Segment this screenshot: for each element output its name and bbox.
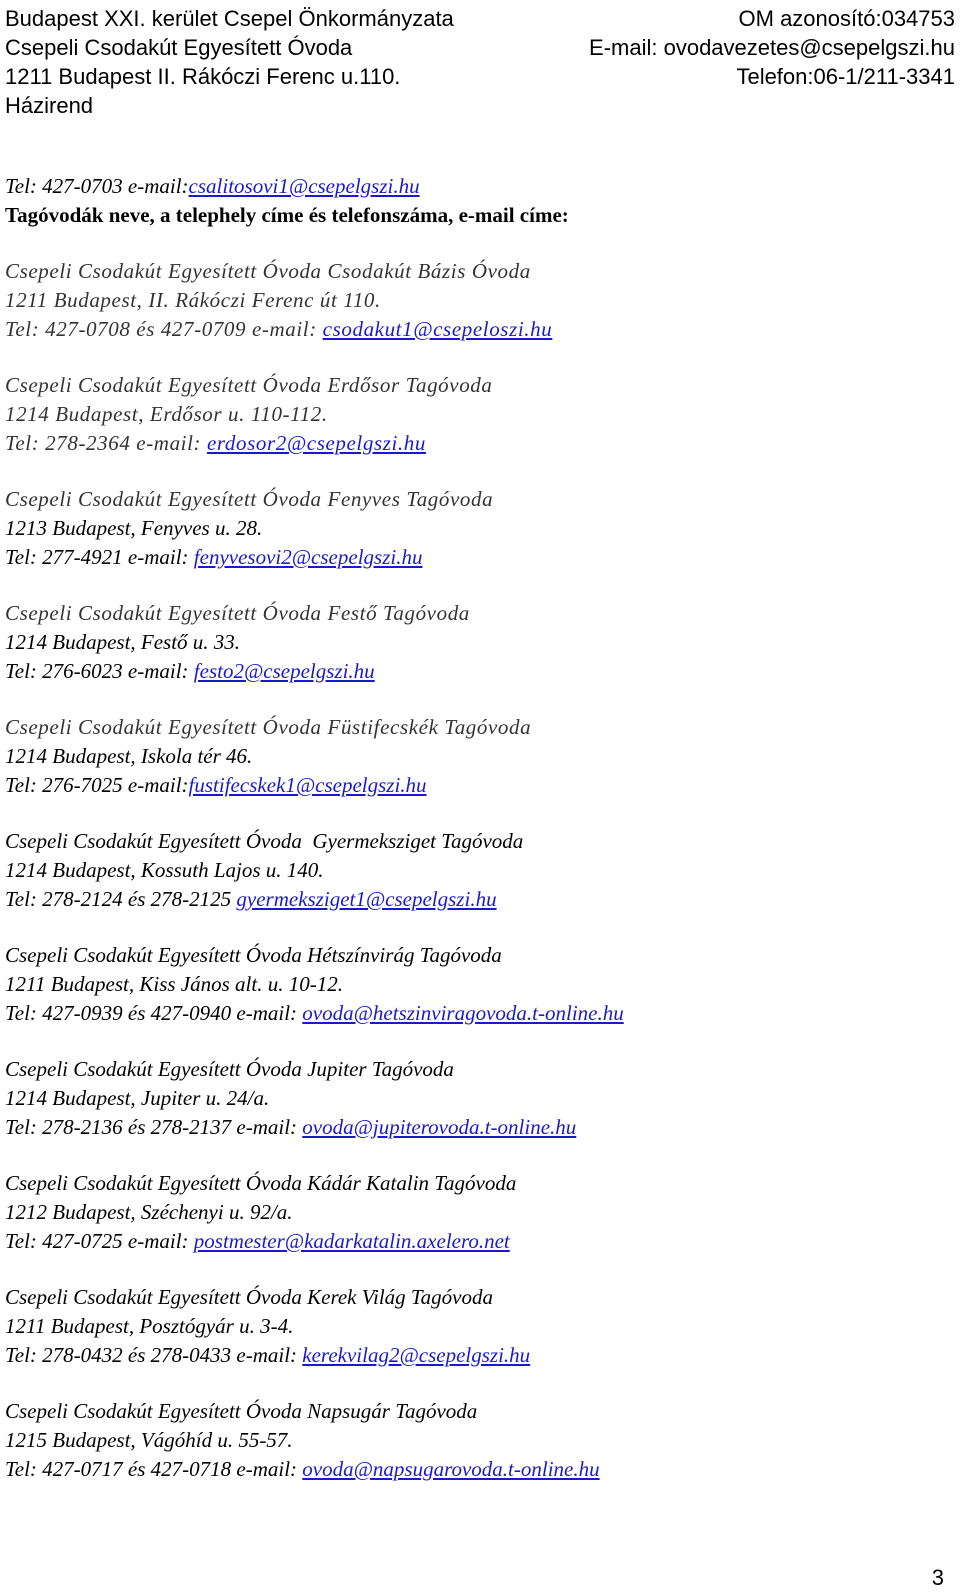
entry-address: 1214 Budapest, Kossuth Lajos u. 140. xyxy=(5,858,324,882)
entry-name: Csepeli Csodakút Egyesített Óvoda Hétszínvirág Tagóvoda xyxy=(5,943,502,967)
list-item xyxy=(5,827,945,914)
entry-name: Csepeli Csodakút Egyesített Óvoda Csodakút Bázis Óvoda xyxy=(5,259,531,283)
intro-tel-line xyxy=(5,172,945,201)
entry-email-link[interactable]: csodakut1@csepeloszi.hu xyxy=(322,317,553,341)
entry-email-link[interactable]: gyermeksziget1@csepelgszi.hu xyxy=(236,887,497,911)
entry-address: 1213 Budapest, Fenyves u. 28. xyxy=(5,516,263,540)
intro-tel-text: Tel: 427-0703 e-mail: xyxy=(5,174,189,198)
document-header xyxy=(5,4,955,120)
entry-name: Csepeli Csodakút Egyesített Óvoda Jupiter Tagóvoda xyxy=(5,1057,454,1081)
entry-tel: Tel: 276-6023 e-mail: xyxy=(5,659,194,683)
intro-email-link[interactable]: csalitosovi1@csepelgszi.hu xyxy=(188,174,420,198)
entry-tel: Tel: 277-4921 e-mail: xyxy=(5,545,194,569)
entry-tel: Tel: 276-7025 e-mail: xyxy=(5,773,189,797)
header-row-1 xyxy=(5,4,955,33)
entry-email-link[interactable]: festo2@csepelgszi.hu xyxy=(193,659,375,683)
list-item xyxy=(5,1055,945,1142)
header-row-2 xyxy=(5,33,955,62)
entry-tel: Tel: 427-0708 és 427-0709 e-mail: xyxy=(5,317,323,341)
entry-name: Csepeli Csodakút Egyesített Óvoda Gyermeksziget Tagóvoda xyxy=(5,829,524,853)
entry-name: Csepeli Csodakút Egyesített Óvoda Füstifecskék Tagóvoda xyxy=(5,715,532,739)
entry-name: Csepeli Csodakút Egyesített Óvoda Erdősor Tagóvoda xyxy=(5,373,493,397)
om-id: OM azonosító:034753 xyxy=(738,6,955,31)
entry-tel-line xyxy=(5,315,945,344)
entry-address: 1211 Budapest, Posztógyár u. 3-4. xyxy=(5,1314,294,1338)
list-item xyxy=(5,1397,945,1484)
list-item xyxy=(5,485,945,572)
entry-name: Csepeli Csodakút Egyesített Óvoda Kerek Világ Tagóvoda xyxy=(5,1285,493,1309)
header-row-3 xyxy=(5,62,955,91)
entry-address: 1214 Budapest, Festő u. 33. xyxy=(5,630,241,654)
entry-email-link[interactable]: fustifecskek1@csepelgszi.hu xyxy=(188,773,427,797)
entry-name: Csepeli Csodakút Egyesített Óvoda Kádár Katalin Tagóvoda xyxy=(5,1171,517,1195)
entry-tel-line xyxy=(5,885,945,914)
entry-tel: Tel: 278-2124 és 278-2125 xyxy=(5,887,237,911)
entry-address: 1211 Budapest, Kiss János alt. u. 10-12. xyxy=(5,972,343,996)
entry-address: 1211 Budapest, II. Rákóczi Ferenc út 110. xyxy=(5,288,381,312)
entry-tel-line xyxy=(5,999,945,1028)
entry-tel-line xyxy=(5,429,945,458)
entry-tel-line xyxy=(5,1227,945,1256)
entry-email-link[interactable]: ovoda@napsugarovoda.t-online.hu xyxy=(302,1457,600,1481)
entry-tel-line xyxy=(5,1455,945,1484)
entry-address: 1215 Budapest, Vágóhíd u. 55-57. xyxy=(5,1428,293,1452)
entry-address: 1214 Budapest, Jupiter u. 24/a. xyxy=(5,1086,270,1110)
entry-email-link[interactable]: postmester@kadarkatalin.axelero.net xyxy=(193,1229,510,1253)
entry-tel: Tel: 278-0432 és 278-0433 e-mail: xyxy=(5,1343,303,1367)
entry-tel-line xyxy=(5,1341,945,1370)
entry-email-link[interactable]: erdosor2@csepelgszi.hu xyxy=(207,431,426,455)
entry-tel: Tel: 427-0717 és 427-0718 e-mail: xyxy=(5,1457,303,1481)
list-item xyxy=(5,1169,945,1256)
page-number: 3 xyxy=(931,1565,944,1590)
kindergarten-list xyxy=(5,257,945,1484)
entry-email-link[interactable]: fenyvesovi2@csepelgszi.hu xyxy=(193,545,423,569)
entry-email-link[interactable]: ovoda@jupiterovoda.t-online.hu xyxy=(302,1115,577,1139)
document-title: Házirend xyxy=(5,93,94,118)
list-item xyxy=(5,599,945,686)
entry-tel-line xyxy=(5,1113,945,1142)
institution-name: Csepeli Csodakút Egyesített Óvoda xyxy=(5,35,353,60)
document-body xyxy=(5,172,945,1484)
header-row-4 xyxy=(5,91,955,120)
entry-email-link[interactable]: kerekvilag2@csepelgszi.hu xyxy=(302,1343,531,1367)
list-item xyxy=(5,1283,945,1370)
entry-tel-line xyxy=(5,657,945,686)
header-phone: Telefon:06-1/211-3341 xyxy=(736,64,955,89)
list-item xyxy=(5,371,945,458)
entry-tel: Tel: 427-0725 e-mail: xyxy=(5,1229,194,1253)
entry-name: Csepeli Csodakút Egyesített Óvoda Napsugár Tagóvoda xyxy=(5,1399,478,1423)
section-heading: Tagóvodák neve, a telephely címe és telefonszáma, e-mail címe: xyxy=(5,203,569,227)
entry-tel-line xyxy=(5,543,945,572)
header-email: E-mail: ovodavezetes@csepelgszi.hu xyxy=(589,35,955,60)
entry-name: Csepeli Csodakút Egyesített Óvoda Festő Tagóvoda xyxy=(5,601,470,625)
list-item xyxy=(5,257,945,344)
institution-address: 1211 Budapest II. Rákóczi Ferenc u.110. xyxy=(5,64,401,89)
entry-tel: Tel: 278-2136 és 278-2137 e-mail: xyxy=(5,1115,303,1139)
municipality-name: Budapest XXI. kerület Csepel Önkormányzata xyxy=(5,6,454,31)
entry-address: 1214 Budapest, Erdősor u. 110-112. xyxy=(5,402,328,426)
entry-email-link[interactable]: ovoda@hetszinviragovoda.t-online.hu xyxy=(302,1001,624,1025)
entry-name: Csepeli Csodakút Egyesített Óvoda Fenyves Tagóvoda xyxy=(5,487,494,511)
entry-address: 1214 Budapest, Iskola tér 46. xyxy=(5,744,253,768)
list-item xyxy=(5,713,945,800)
entry-address: 1212 Budapest, Széchenyi u. 92/a. xyxy=(5,1200,293,1224)
entry-tel-line xyxy=(5,771,945,800)
entry-tel: Tel: 427-0939 és 427-0940 e-mail: xyxy=(5,1001,303,1025)
list-item xyxy=(5,941,945,1028)
entry-tel: Tel: 278-2364 e-mail: xyxy=(5,431,207,455)
